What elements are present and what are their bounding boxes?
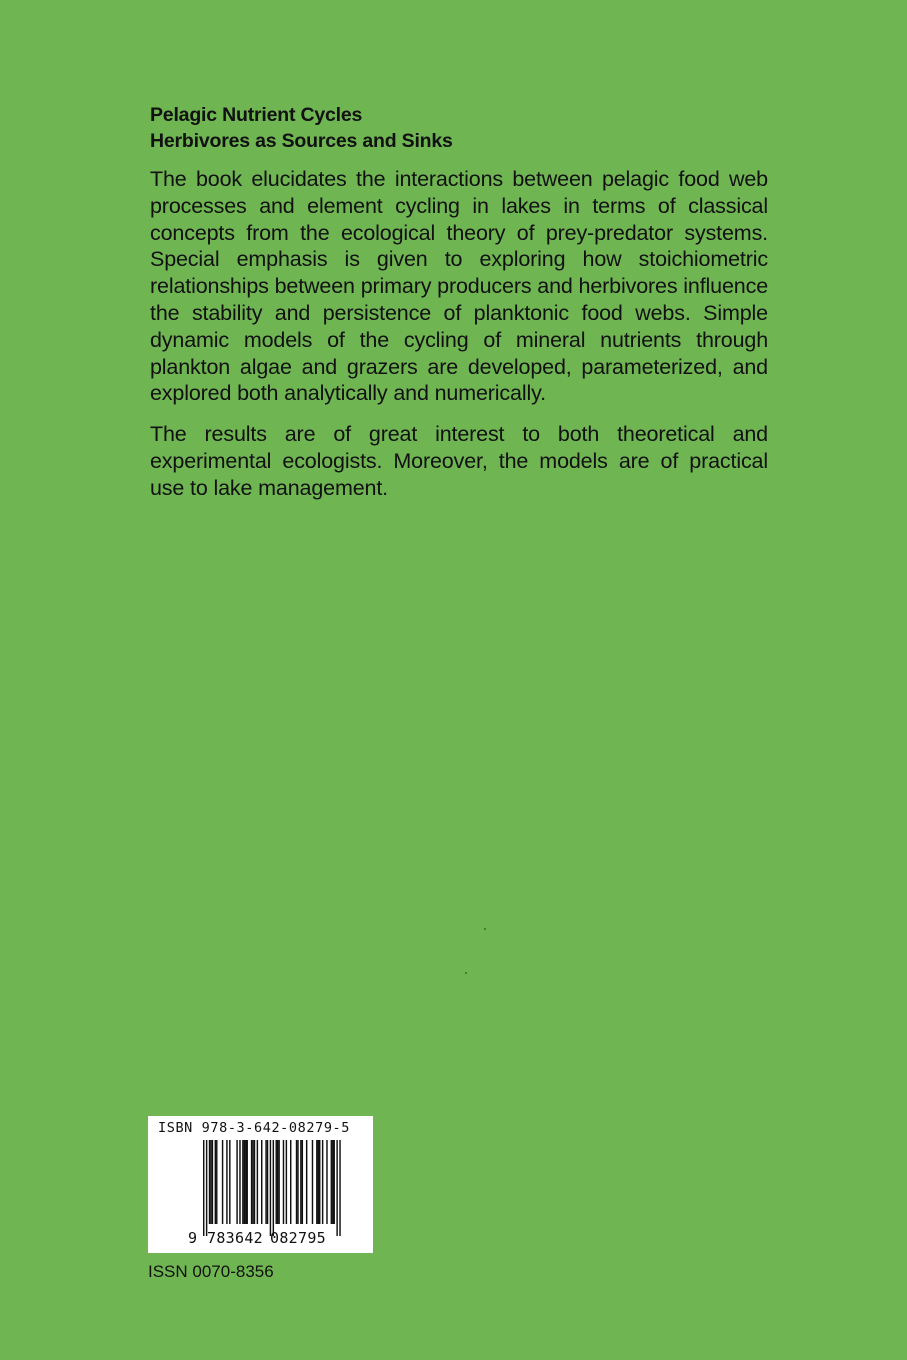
barcode-bar	[247, 1140, 248, 1224]
book-subtitle: Herbivores as Sources and Sinks	[150, 130, 453, 152]
barcode-bar	[257, 1140, 258, 1224]
barcode-bar	[236, 1140, 237, 1224]
barcode-bar	[296, 1140, 297, 1224]
barcode-bar	[239, 1140, 240, 1224]
barcode-bar	[210, 1140, 211, 1224]
isbn-label: ISBN 978-3-642-08279-5	[158, 1120, 351, 1136]
barcode-bar	[212, 1140, 213, 1224]
barcode-bar	[222, 1140, 223, 1224]
barcode-digits-right: 082795	[270, 1229, 326, 1247]
barcode-bar	[306, 1140, 307, 1224]
description-paragraph-1: The book elucidates the interactions between pelagic food web processes and element cycling in lakes in terms of classical concepts from the ecological theory of prey-predator systems. Special emphasis is given to exploring how stoichiometric relationships between primary producers and herbivores influence the stability and persistence of planktonic food webs. Simple dynamic models of the cycling of mineral nutrients through plankton algae and grazers are developed, parameterized, and explored both analytically and numerically.	[150, 167, 768, 406]
barcode-bar	[302, 1140, 303, 1224]
barcode-bar	[261, 1140, 262, 1224]
barcode-bar	[297, 1140, 298, 1224]
barcode-bar	[332, 1140, 333, 1224]
barcode-bar	[283, 1140, 284, 1224]
barcode-bar	[209, 1140, 210, 1224]
barcode-bar	[277, 1140, 278, 1224]
print-speck	[465, 972, 467, 974]
description	[150, 166, 768, 516]
barcode-bar	[322, 1140, 323, 1224]
barcode-bar	[336, 1140, 337, 1236]
barcode-bar	[339, 1140, 340, 1236]
book-title: Pelagic Nutrient Cycles	[150, 104, 363, 126]
barcode-bar	[244, 1140, 245, 1224]
barcode-bar	[334, 1140, 335, 1224]
barcode-bar	[203, 1140, 204, 1236]
barcode-bar	[273, 1140, 274, 1236]
print-speck	[484, 928, 486, 930]
barcode-bar	[276, 1140, 277, 1224]
barcode-bar	[300, 1140, 301, 1224]
barcode-bar	[331, 1140, 332, 1224]
barcode-bar	[245, 1140, 246, 1224]
barcode-bar	[270, 1140, 271, 1236]
description-paragraph-2: The results are of great interest to both theoretical and experimental ecologists. Moreover, the models are of practical use to lake management.	[150, 422, 768, 500]
barcode-bar	[251, 1140, 252, 1224]
barcode-bar	[319, 1140, 320, 1224]
title-block	[150, 102, 770, 154]
barcode-bar	[318, 1140, 319, 1224]
isbn-barcode	[148, 1116, 373, 1253]
issn-number: ISSN 0070-8356	[148, 1262, 274, 1281]
barcode-bar	[226, 1140, 227, 1224]
barcode-bar	[216, 1140, 217, 1224]
barcode-digits-left: 783642	[207, 1229, 263, 1247]
barcode-bar	[242, 1140, 243, 1224]
barcode-bar	[326, 1140, 327, 1224]
barcode-bar	[252, 1140, 253, 1224]
barcode-bar	[290, 1140, 291, 1224]
barcode-bar	[265, 1140, 266, 1224]
barcode-bar	[215, 1140, 216, 1224]
barcode-digit-lead: 9	[188, 1229, 198, 1247]
barcode-bar	[312, 1140, 313, 1224]
barcode-bar	[254, 1140, 255, 1224]
barcode-bar	[267, 1140, 268, 1224]
barcode-bar	[278, 1140, 279, 1224]
barcode-bar	[229, 1140, 230, 1224]
barcode-bar	[206, 1140, 207, 1236]
barcode-bar	[286, 1140, 287, 1224]
barcode-bar	[316, 1140, 317, 1224]
